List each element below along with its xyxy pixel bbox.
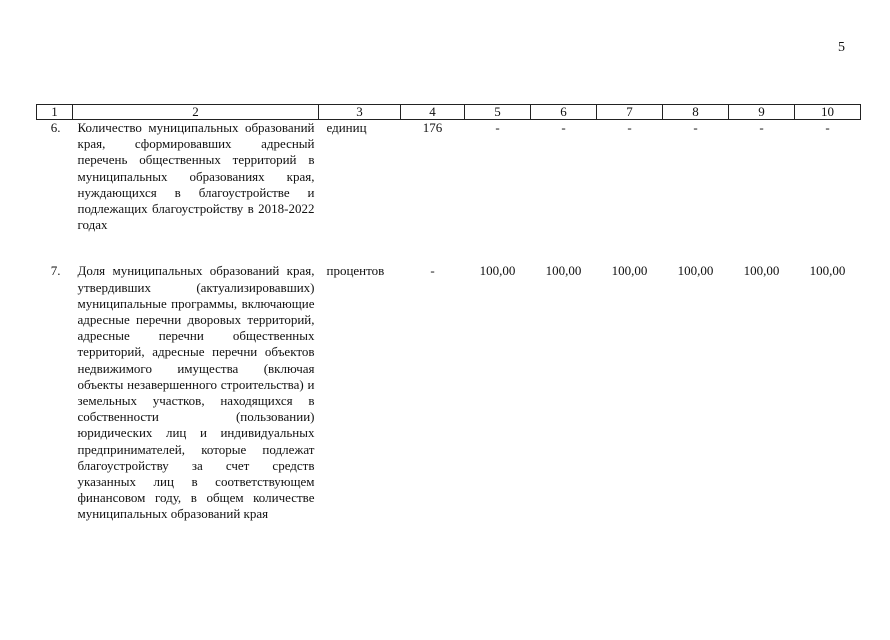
column-header: 5 [465,105,531,120]
column-header: 1 [37,105,73,120]
column-header: 9 [729,105,795,120]
value-cell: 100,00 [545,263,582,279]
value-cell: 176 [422,120,443,135]
indicator-description: Доля муниципальных образований края, утвердивших (актуализировавших) муниципальные программы, включающие адресные перечни дворовых территорий, адресные перечни общественных территорий, адресные перечни объектов недвижимого имущества (включая объекты незавершенного строительства) и земельных участков, находящихся в собственности (пользовании) юридических лиц и индивидуальных предпринимателей, которые подлежат благоустройству за счет средств указанных лиц в соответствующем финансовом году, в общем количестве муниципальных образований края [77,263,315,522]
value-cell: - [430,263,435,279]
value-cell: - [627,120,632,135]
page-number: 5 [838,40,845,55]
row-number: 6. [50,120,61,135]
row-number: 7. [50,263,61,279]
column-header: 3 [319,105,401,120]
table-row [37,263,861,522]
value-cell: - [825,120,830,135]
value-cell: - [561,120,566,135]
indicator-description: Количество муниципальных образований края, сформировавших адресный перечень общественных территорий в муниципальных образованиях края, нуждающихся в благоустройстве и подлежащих благоустройству в 2018-2022 годах [77,120,315,233]
column-numbers-row [37,105,861,120]
column-header: 8 [663,105,729,120]
table-row [37,120,861,264]
value-cell: - [759,120,764,135]
column-header: 6 [531,105,597,120]
value-cell: - [495,120,500,135]
value-cell: 100,00 [479,263,516,279]
value-cell: 100,00 [611,263,648,279]
value-cell: 100,00 [677,263,714,279]
column-header: 4 [401,105,465,120]
indicators-table [36,104,861,523]
table-header [37,105,861,120]
column-header: 7 [597,105,663,120]
unit-cell: единиц [326,120,367,135]
column-header: 10 [795,105,861,120]
value-cell: - [693,120,698,135]
value-cell: 100,00 [809,263,846,279]
unit-cell: процентов [326,263,385,279]
column-header: 2 [73,105,319,120]
value-cell: 100,00 [743,263,780,279]
